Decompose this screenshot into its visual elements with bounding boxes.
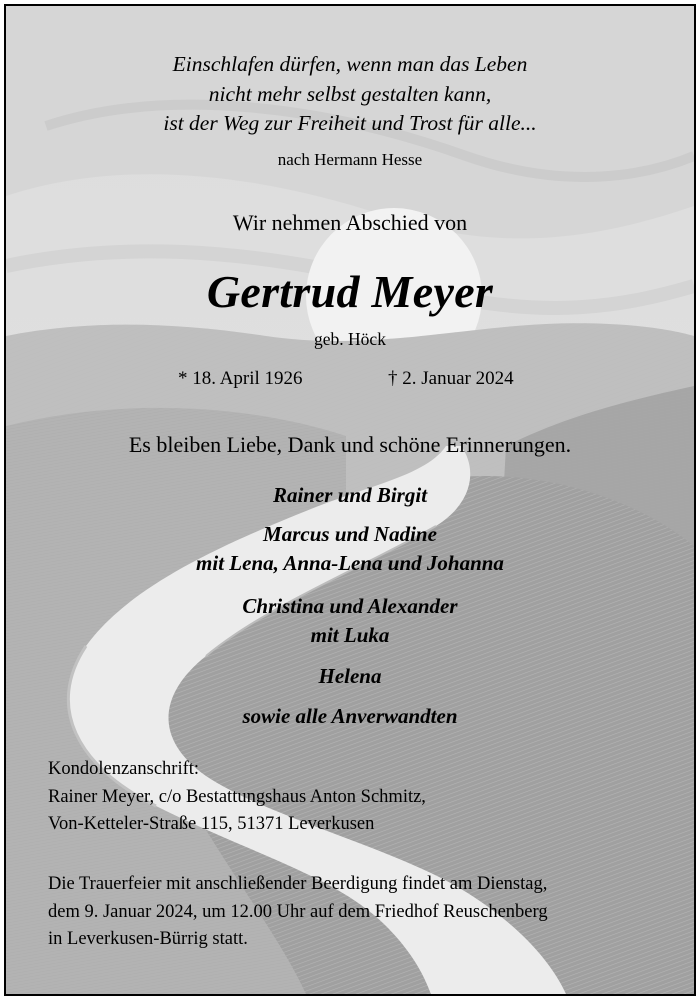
poem-line: nicht mehr selbst gestalten kann, — [208, 81, 492, 106]
farewell-line: Wir nehmen Abschied von — [232, 210, 468, 235]
condolence-line: Kondolenzanschrift: — [48, 759, 200, 779]
ceremony-line: Die Trauerfeier mit anschließender Beerdigung findet am Dienstag, — [48, 874, 548, 894]
poem — [6, 50, 694, 139]
family-group — [6, 702, 694, 731]
memorial-motto: Es bleiben Liebe, Dank und schöne Erinnerungen. — [128, 432, 572, 457]
family-line: Helena — [318, 664, 382, 688]
ceremony-line: in Leverkusen-Bürrig statt. — [48, 929, 248, 949]
deceased-name: Gertrud Meyer — [206, 266, 494, 317]
family-line: mit Lena, Anna-Lena und Johanna — [196, 551, 504, 575]
condolence-address — [48, 756, 668, 839]
condolence-line: Rainer Meyer, c/o Bestattungshaus Anton Schmitz, — [48, 786, 426, 807]
funeral-ceremony-notice — [48, 871, 668, 954]
poem-line: ist der Weg zur Freiheit und Trost für alle... — [163, 111, 537, 135]
family-group — [6, 662, 694, 691]
family-line: mit Luka — [310, 623, 390, 647]
condolence-line: Von-Ketteler-Straße 115, 51371 Leverkusen — [48, 814, 375, 834]
obituary-content — [6, 6, 694, 994]
family-line: sowie alle Anverwandten — [242, 704, 458, 728]
ceremony-line: dem 9. Januar 2024, um 12.00 Uhr auf dem Friedhof Reuschenberg — [48, 901, 548, 922]
birth-name: geb. Höck — [314, 329, 386, 349]
poem-attribution: nach Hermann Hesse — [277, 150, 423, 169]
obituary-card — [4, 4, 696, 996]
family-group — [6, 520, 694, 578]
family-group — [6, 592, 694, 650]
death-date: † 2. Januar 2024 — [388, 368, 514, 389]
family-group — [6, 481, 694, 510]
family-line: Marcus und Nadine — [263, 522, 437, 546]
family-line: Rainer und Birgit — [272, 483, 428, 507]
family-line: Christina und Alexander — [242, 594, 458, 618]
birth-date: * 18. April 1926 — [178, 368, 303, 389]
poem-line: Einschlafen dürfen, wenn man das Leben — [172, 52, 528, 76]
